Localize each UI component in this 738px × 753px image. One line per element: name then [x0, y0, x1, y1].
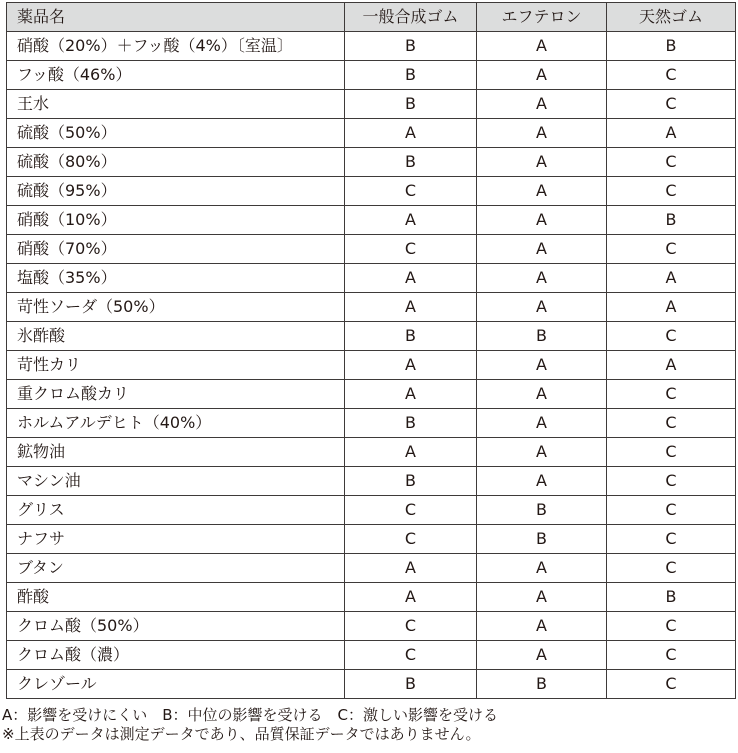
table-row — [7, 32, 736, 61]
table-row — [7, 467, 736, 496]
synthetic-rubber-rating: A — [345, 380, 477, 409]
table-row — [7, 90, 736, 119]
table-row — [7, 409, 736, 438]
synthetic-rubber-rating: A — [345, 351, 477, 380]
chemical-name-cell: 硫酸（50%） — [7, 119, 345, 148]
chemical-name-cell: 王水 — [7, 90, 345, 119]
natural-rubber-rating: B — [607, 206, 736, 235]
disclaimer-note: ※上表のデータは測定データであり、品質保証データではありません。 — [2, 725, 481, 743]
table-row — [7, 670, 736, 699]
eftelon-rating: B — [477, 670, 607, 699]
synthetic-rubber-rating: A — [345, 554, 477, 583]
table-notes — [2, 706, 498, 744]
table-row — [7, 583, 736, 612]
synthetic-rubber-rating: B — [345, 148, 477, 177]
natural-rubber-rating: A — [607, 119, 736, 148]
natural-rubber-rating: C — [607, 496, 736, 525]
eftelon-rating: A — [477, 148, 607, 177]
header-synthetic-rubber: 一般合成ゴム — [345, 3, 477, 32]
eftelon-rating: A — [477, 438, 607, 467]
natural-rubber-rating: C — [607, 90, 736, 119]
natural-rubber-rating: C — [607, 235, 736, 264]
chemical-name-cell: 硫酸（95%） — [7, 177, 345, 206]
table-row — [7, 235, 736, 264]
eftelon-rating: A — [477, 235, 607, 264]
eftelon-rating: B — [477, 525, 607, 554]
synthetic-rubber-rating: C — [345, 612, 477, 641]
natural-rubber-rating: C — [607, 177, 736, 206]
synthetic-rubber-rating: C — [345, 235, 477, 264]
table-row — [7, 177, 736, 206]
chemical-name-cell: クロム酸（50%） — [7, 612, 345, 641]
table-row — [7, 525, 736, 554]
eftelon-rating: A — [477, 177, 607, 206]
eftelon-rating: A — [477, 641, 607, 670]
table-row — [7, 148, 736, 177]
chemical-name-cell: 硫酸（80%） — [7, 148, 345, 177]
chemical-name-cell: ブタン — [7, 554, 345, 583]
natural-rubber-rating: C — [607, 670, 736, 699]
chemical-name-cell: クロム酸（濃） — [7, 641, 345, 670]
eftelon-rating: A — [477, 206, 607, 235]
natural-rubber-rating: B — [607, 583, 736, 612]
synthetic-rubber-rating: B — [345, 670, 477, 699]
synthetic-rubber-rating: B — [345, 61, 477, 90]
table-row — [7, 554, 736, 583]
natural-rubber-rating: C — [607, 554, 736, 583]
natural-rubber-rating: C — [607, 467, 736, 496]
chemical-name-cell: ホルムアルデヒト（40%） — [7, 409, 345, 438]
synthetic-rubber-rating: B — [345, 32, 477, 61]
chemical-resistance-table — [6, 2, 736, 699]
chemical-name-cell: 氷酢酸 — [7, 322, 345, 351]
eftelon-rating: A — [477, 467, 607, 496]
table-row — [7, 641, 736, 670]
eftelon-rating: A — [477, 380, 607, 409]
chemical-name-cell: グリス — [7, 496, 345, 525]
header-row — [7, 3, 736, 32]
natural-rubber-rating: C — [607, 148, 736, 177]
natural-rubber-rating: C — [607, 525, 736, 554]
eftelon-rating: A — [477, 409, 607, 438]
natural-rubber-rating: B — [607, 32, 736, 61]
synthetic-rubber-rating: A — [345, 438, 477, 467]
eftelon-rating: A — [477, 351, 607, 380]
chemical-name-cell: 苛性カリ — [7, 351, 345, 380]
natural-rubber-rating: C — [607, 641, 736, 670]
natural-rubber-rating: C — [607, 380, 736, 409]
natural-rubber-rating: C — [607, 61, 736, 90]
chemical-name-cell: 苛性ソーダ（50%） — [7, 293, 345, 322]
synthetic-rubber-rating: B — [345, 90, 477, 119]
header-chemical-name: 薬品名 — [7, 3, 345, 32]
synthetic-rubber-rating: C — [345, 177, 477, 206]
chemical-name-cell: 鉱物油 — [7, 438, 345, 467]
synthetic-rubber-rating: A — [345, 583, 477, 612]
table-row — [7, 380, 736, 409]
eftelon-rating: B — [477, 322, 607, 351]
table-row — [7, 612, 736, 641]
synthetic-rubber-rating: A — [345, 264, 477, 293]
synthetic-rubber-rating: A — [345, 119, 477, 148]
eftelon-rating: A — [477, 293, 607, 322]
natural-rubber-rating: C — [607, 612, 736, 641]
header-natural-rubber: 天然ゴム — [607, 3, 736, 32]
chemical-name-cell: 酢酸 — [7, 583, 345, 612]
eftelon-rating: A — [477, 119, 607, 148]
table-body — [7, 32, 736, 699]
table-row — [7, 61, 736, 90]
chemical-name-cell: 重クロム酸カリ — [7, 380, 345, 409]
chemical-name-cell: フッ酸（46%） — [7, 61, 345, 90]
synthetic-rubber-rating: B — [345, 409, 477, 438]
eftelon-rating: A — [477, 264, 607, 293]
natural-rubber-rating: A — [607, 351, 736, 380]
table-row — [7, 206, 736, 235]
eftelon-rating: A — [477, 90, 607, 119]
natural-rubber-rating: C — [607, 438, 736, 467]
table-row — [7, 438, 736, 467]
eftelon-rating: A — [477, 61, 607, 90]
table-row — [7, 293, 736, 322]
natural-rubber-rating: A — [607, 293, 736, 322]
eftelon-rating: A — [477, 32, 607, 61]
chemical-name-cell: 塩酸（35%） — [7, 264, 345, 293]
synthetic-rubber-rating: B — [345, 322, 477, 351]
table-row — [7, 322, 736, 351]
table-header — [7, 3, 736, 32]
eftelon-rating: B — [477, 496, 607, 525]
table-row — [7, 351, 736, 380]
chemical-name-cell: 硝酸（20%）＋フッ酸（4%）〔室温〕 — [7, 32, 345, 61]
table-row — [7, 119, 736, 148]
synthetic-rubber-rating: A — [345, 293, 477, 322]
header-eftelon: エフテロン — [477, 3, 607, 32]
natural-rubber-rating: C — [607, 409, 736, 438]
table-row — [7, 496, 736, 525]
natural-rubber-rating: C — [607, 322, 736, 351]
chemical-name-cell: 硝酸（70%） — [7, 235, 345, 264]
rating-legend: A：影響を受けにくい B：中位の影響を受ける C：激しい影響を受ける — [2, 706, 499, 724]
chemical-name-cell: マシン油 — [7, 467, 345, 496]
chemical-name-cell: クレゾール — [7, 670, 345, 699]
chemical-name-cell: 硝酸（10%） — [7, 206, 345, 235]
natural-rubber-rating: A — [607, 264, 736, 293]
table-row — [7, 264, 736, 293]
synthetic-rubber-rating: B — [345, 467, 477, 496]
synthetic-rubber-rating: C — [345, 525, 477, 554]
chemical-name-cell: ナフサ — [7, 525, 345, 554]
synthetic-rubber-rating: C — [345, 641, 477, 670]
eftelon-rating: A — [477, 612, 607, 641]
eftelon-rating: A — [477, 554, 607, 583]
synthetic-rubber-rating: C — [345, 496, 477, 525]
eftelon-rating: A — [477, 583, 607, 612]
synthetic-rubber-rating: A — [345, 206, 477, 235]
